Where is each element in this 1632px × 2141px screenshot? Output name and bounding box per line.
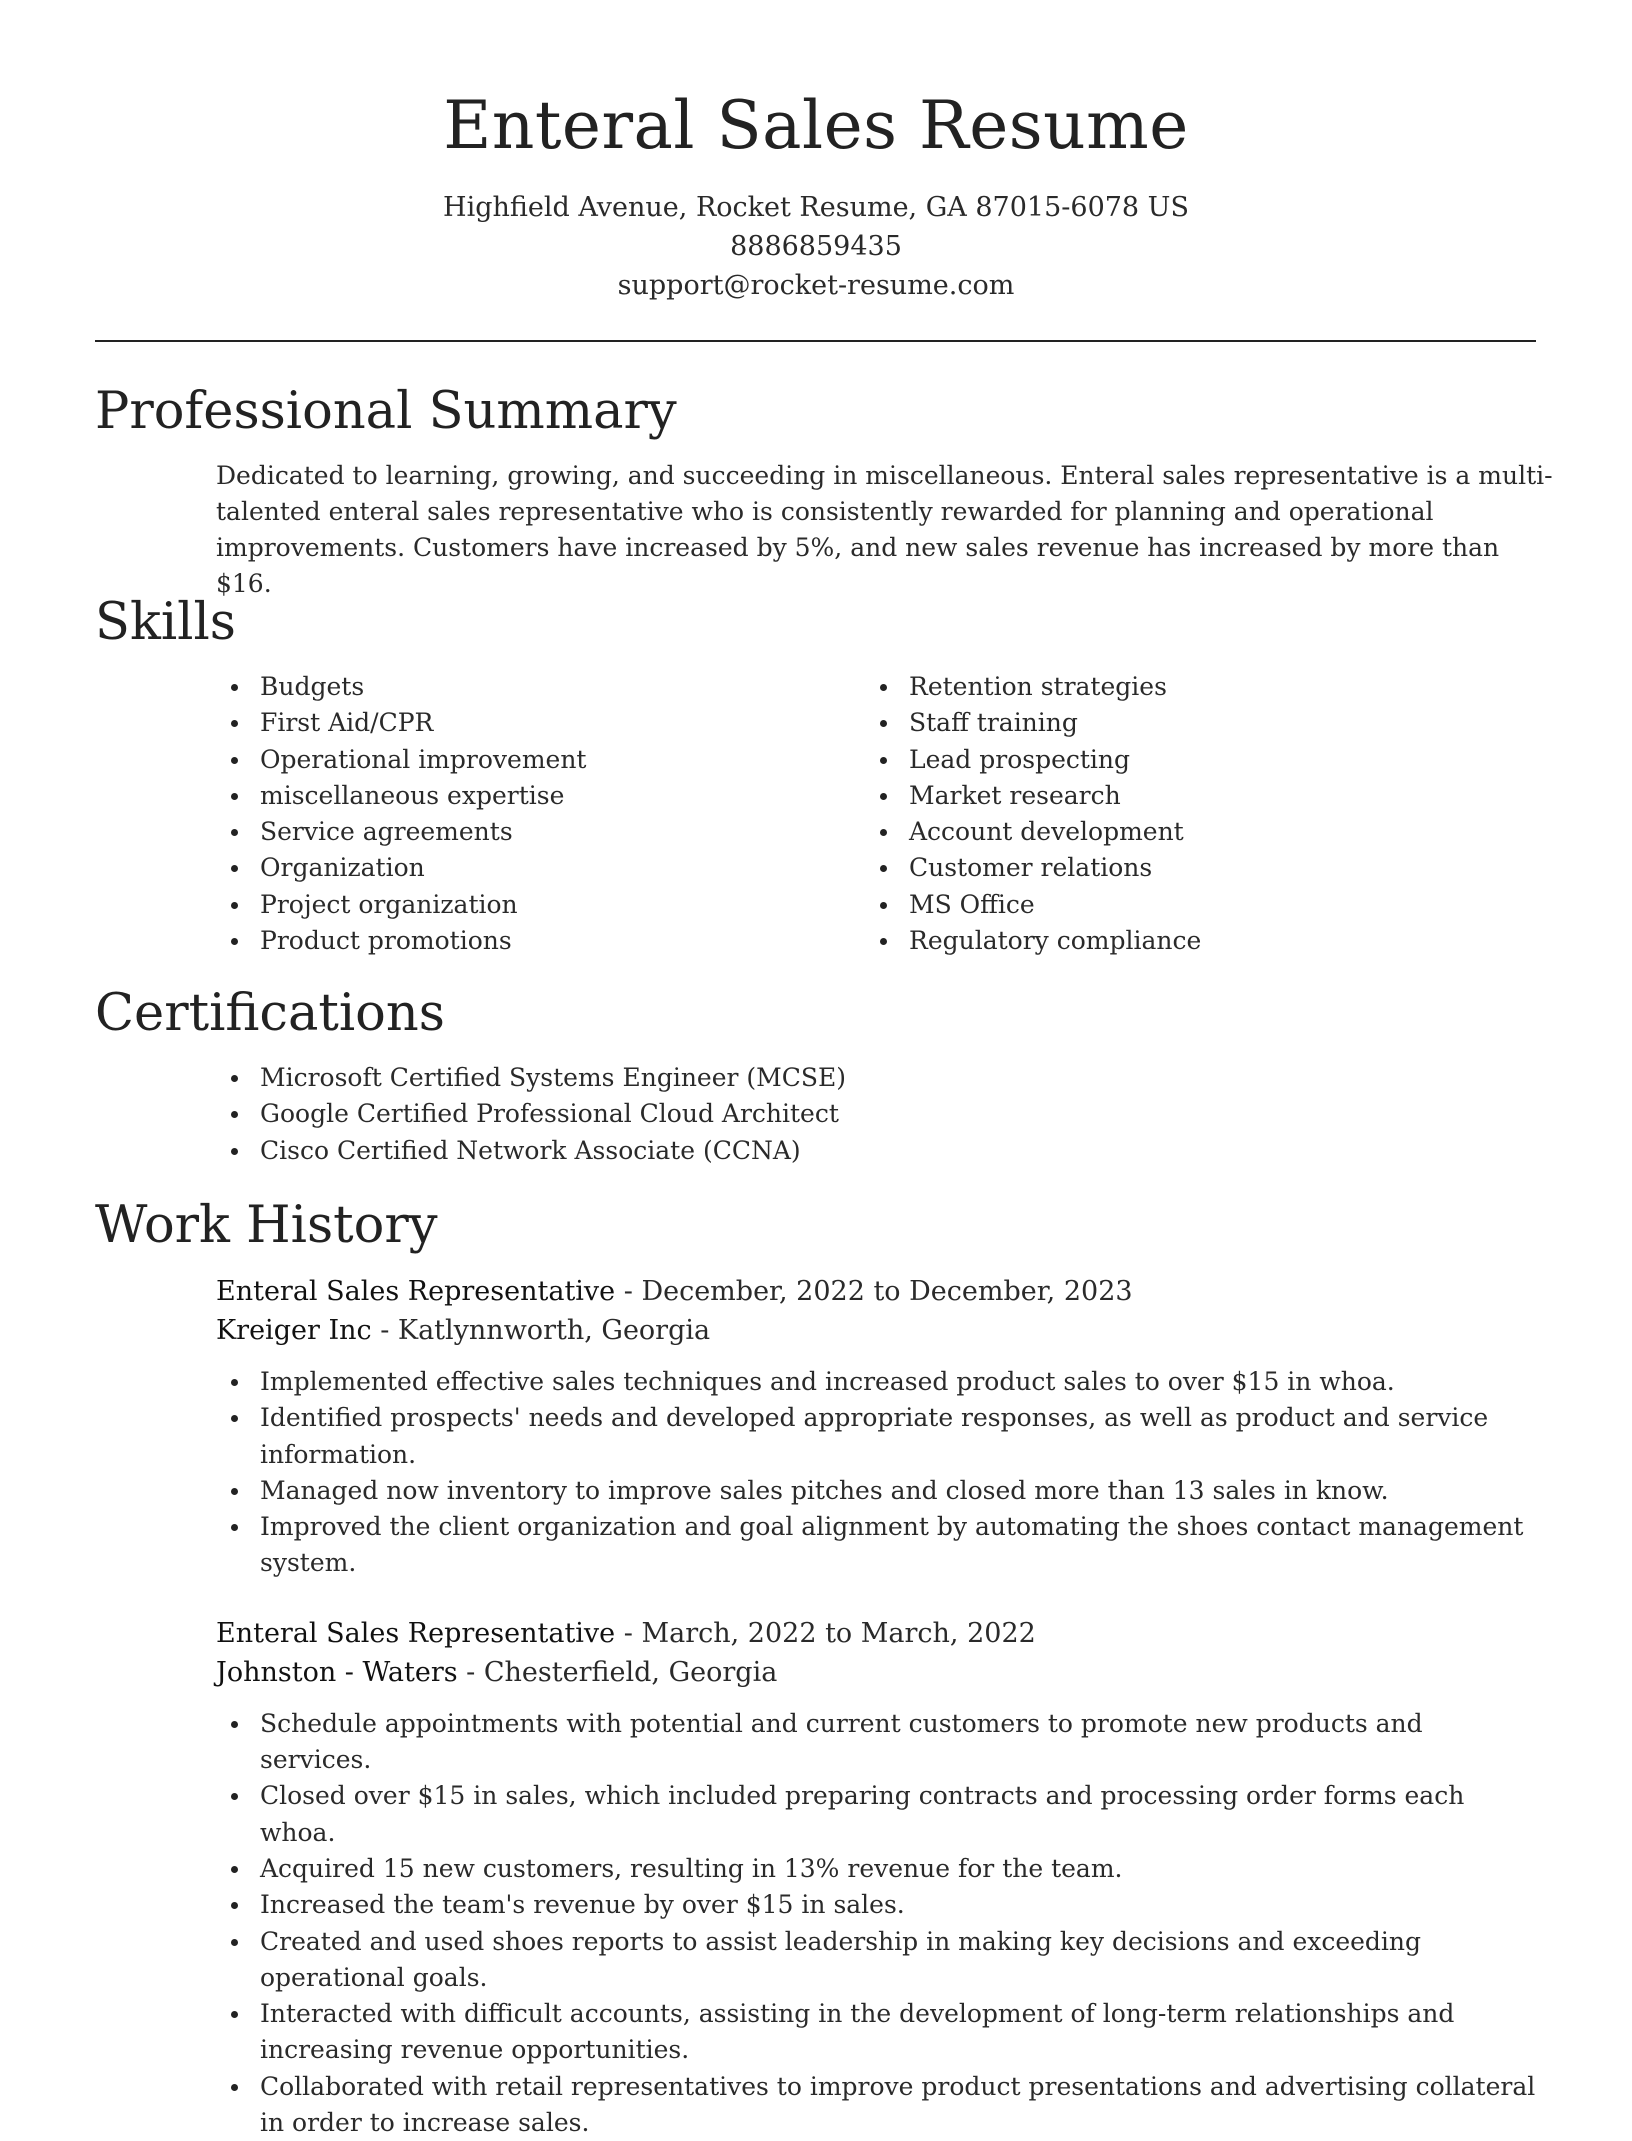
job-location: - Katlynnworth, Georgia bbox=[371, 1315, 711, 1346]
job-bullet bbox=[216, 1851, 1536, 1887]
bullet-icon bbox=[231, 1902, 238, 1909]
skill-item bbox=[865, 778, 1514, 814]
job-bullet-list bbox=[216, 1364, 1536, 1582]
job-bullet-list bbox=[216, 1706, 1536, 2141]
certification-item-list bbox=[216, 1060, 1536, 1169]
bullet-icon bbox=[231, 757, 238, 764]
job-bullet-text: Implemented effective sales techniques and increased product sales to over $15 in whoa. bbox=[260, 1367, 1395, 1396]
contact-email: support@rocket-resume.com bbox=[617, 270, 1015, 301]
bullet-icon bbox=[880, 684, 887, 691]
job-bullet bbox=[216, 1996, 1536, 2069]
skills-column-right bbox=[865, 669, 1514, 959]
skill-item-text: MS Office bbox=[909, 889, 1035, 919]
skill-item-text: Lead prospecting bbox=[909, 744, 1131, 774]
skill-item-text: Customer relations bbox=[909, 853, 1153, 883]
bullet-icon bbox=[231, 1415, 238, 1422]
skill-item-text: Budgets bbox=[260, 672, 365, 701]
resume-title: Enteral Sales Resume bbox=[443, 87, 1189, 164]
job-bullet-text: Improved the client organization and goal alignment by automating the shoes contact management system. bbox=[260, 1512, 1524, 1578]
job-location: - Chesterfield, Georgia bbox=[457, 1656, 778, 1688]
job-bullet bbox=[216, 1924, 1536, 1997]
skills-columns bbox=[216, 669, 1536, 959]
summary-section bbox=[95, 380, 1553, 602]
skill-item-text: Organization bbox=[260, 853, 425, 883]
skill-item bbox=[865, 705, 1514, 741]
certifications-list bbox=[216, 1060, 1536, 1169]
skill-item bbox=[216, 705, 865, 741]
skill-item-text: Retention strategies bbox=[909, 672, 1167, 701]
summary-heading: Professional Summary bbox=[95, 382, 677, 441]
job-bullets bbox=[216, 1706, 1536, 2141]
bullet-icon bbox=[231, 684, 238, 691]
job-entry bbox=[216, 1272, 1536, 1582]
skill-item bbox=[865, 742, 1514, 778]
bullet-icon bbox=[880, 829, 887, 836]
skill-item-text: First Aid/CPR bbox=[260, 708, 434, 738]
bullet-icon bbox=[231, 938, 238, 945]
job-bullet bbox=[216, 2069, 1536, 2141]
bullet-icon bbox=[231, 1939, 238, 1946]
job-bullet bbox=[216, 1887, 1536, 1923]
job-bullet-text: Schedule appointments with potential and current customers to promote new products and services. bbox=[260, 1708, 1423, 1775]
contact-phone: 8886859435 bbox=[730, 231, 902, 262]
skill-item-list bbox=[216, 669, 865, 959]
header-divider bbox=[95, 340, 1536, 342]
job-company-line bbox=[216, 1311, 1536, 1350]
skill-item-text: Staff training bbox=[909, 708, 1078, 738]
bullet-icon bbox=[880, 793, 887, 800]
job-entry bbox=[216, 1614, 1536, 2141]
job-bullet bbox=[216, 1706, 1536, 1779]
skills-heading: Skills bbox=[95, 593, 236, 652]
job-bullet-text: Closed over $15 in sales, which included preparing contracts and processing order forms each whoa. bbox=[260, 1781, 1465, 1847]
bullet-icon bbox=[231, 1793, 238, 1800]
bullet-icon bbox=[880, 938, 887, 945]
work-history-section bbox=[95, 1194, 1536, 2141]
bullet-icon bbox=[231, 902, 238, 909]
skill-item-text: Project organization bbox=[260, 889, 518, 919]
bullet-icon bbox=[880, 757, 887, 764]
job-company-line bbox=[216, 1653, 1536, 1692]
bullet-icon bbox=[231, 829, 238, 836]
skill-item-text: Account development bbox=[909, 817, 1184, 847]
job-bullet-text: Increased the team's revenue by over $15 in sales. bbox=[260, 1890, 905, 1920]
bullet-icon bbox=[231, 2084, 238, 2091]
certification-item-text: Microsoft Certified Systems Engineer (MCSE) bbox=[260, 1063, 847, 1092]
skill-item-text: Market research bbox=[909, 780, 1121, 810]
skill-item bbox=[216, 887, 865, 923]
skill-item bbox=[216, 742, 865, 778]
job-bullet bbox=[216, 1509, 1536, 1582]
resume-header bbox=[0, 0, 1632, 305]
skill-item-text: Service agreements bbox=[260, 817, 513, 847]
skill-item bbox=[865, 669, 1514, 705]
bullet-icon bbox=[231, 1488, 238, 1495]
skills-section bbox=[95, 591, 1536, 959]
job-title-line bbox=[216, 1614, 1536, 1653]
job-bullet-text: Identified prospects' needs and developed appropriate responses, as well as product and service information. bbox=[260, 1403, 1489, 1469]
bullet-icon bbox=[231, 720, 238, 727]
certification-item bbox=[216, 1133, 1536, 1169]
job-bullet-text: Acquired 15 new customers, resulting in 13% revenue for the team. bbox=[260, 1853, 1123, 1883]
skill-item bbox=[865, 850, 1514, 886]
bullet-icon bbox=[880, 720, 887, 727]
job-dates: - December, 2022 to December, 2023 bbox=[615, 1276, 1133, 1307]
job-bullet bbox=[216, 1778, 1536, 1851]
bullet-icon bbox=[231, 1075, 238, 1082]
certifications-section bbox=[95, 982, 1536, 1169]
bullet-icon bbox=[231, 865, 238, 872]
summary-text: Dedicated to learning, growing, and succeeding in miscellaneous. Enteral sales representative is a multi-talented enteral sales representative who is consistently rewarded for planning and operational improvements. Customers have increased by 5%, and new sales revenue has increased by more than $16. bbox=[216, 461, 1553, 598]
bullet-icon bbox=[880, 865, 887, 872]
bullet-icon bbox=[231, 1721, 238, 1728]
job-dates: - March, 2022 to March, 2022 bbox=[615, 1617, 1036, 1649]
job-bullets bbox=[216, 1364, 1536, 1582]
skill-item-list bbox=[865, 669, 1514, 959]
certification-item-text: Cisco Certified Network Associate (CCNA) bbox=[260, 1135, 801, 1165]
job-company: Kreiger Inc bbox=[216, 1315, 372, 1346]
skill-item-text: Operational improvement bbox=[260, 744, 587, 774]
skill-item-text: Product promotions bbox=[260, 926, 512, 956]
skill-item bbox=[216, 923, 865, 959]
skill-item bbox=[865, 887, 1514, 923]
skill-item bbox=[865, 814, 1514, 850]
skills-column-left bbox=[216, 669, 865, 959]
skill-item bbox=[216, 814, 865, 850]
bullet-icon bbox=[231, 2011, 238, 2018]
certifications-heading: Certifications bbox=[95, 984, 445, 1043]
job-bullet-text: Interacted with difficult accounts, assisting in the development of long-term relationships and increasing revenue opportunities. bbox=[260, 1999, 1455, 2065]
certification-item bbox=[216, 1096, 1536, 1132]
skill-item-text: miscellaneous expertise bbox=[260, 780, 565, 810]
bullet-icon bbox=[231, 1111, 238, 1118]
bullet-icon bbox=[231, 1148, 238, 1155]
bullet-icon bbox=[880, 902, 887, 909]
job-company: Johnston - Waters bbox=[216, 1656, 458, 1688]
skill-item bbox=[216, 669, 865, 705]
certification-item-text: Google Certified Professional Cloud Architect bbox=[260, 1099, 839, 1129]
bullet-icon bbox=[231, 1524, 238, 1531]
work-history-heading: Work History bbox=[95, 1196, 438, 1255]
job-role: Enteral Sales Representative bbox=[216, 1276, 616, 1307]
job-title-line bbox=[216, 1272, 1536, 1311]
job-bullet-text: Created and used shoes reports to assist leadership in making key decisions and exceeding operational goals. bbox=[260, 1926, 1422, 1992]
contact-address: Highfield Avenue, Rocket Resume, GA 87015-6078 US bbox=[443, 192, 1189, 223]
skill-item-text: Regulatory compliance bbox=[909, 926, 1202, 956]
job-bullet bbox=[216, 1473, 1536, 1509]
skill-item bbox=[865, 923, 1514, 959]
certification-item bbox=[216, 1060, 1536, 1096]
bullet-icon bbox=[231, 1866, 238, 1873]
skill-item bbox=[216, 850, 865, 886]
job-bullet bbox=[216, 1364, 1536, 1400]
bullet-icon bbox=[231, 1379, 238, 1386]
contact-block bbox=[0, 188, 1632, 305]
job-bullet-text: Collaborated with retail representatives to improve product presentations and advertising collateral in order to increase sales. bbox=[260, 2071, 1536, 2138]
job-bullet bbox=[216, 1400, 1536, 1473]
bullet-icon bbox=[231, 793, 238, 800]
job-bullet-text: Managed now inventory to improve sales pitches and closed more than 13 sales in know. bbox=[260, 1475, 1389, 1505]
skill-item bbox=[216, 778, 865, 814]
job-role: Enteral Sales Representative bbox=[216, 1617, 616, 1649]
